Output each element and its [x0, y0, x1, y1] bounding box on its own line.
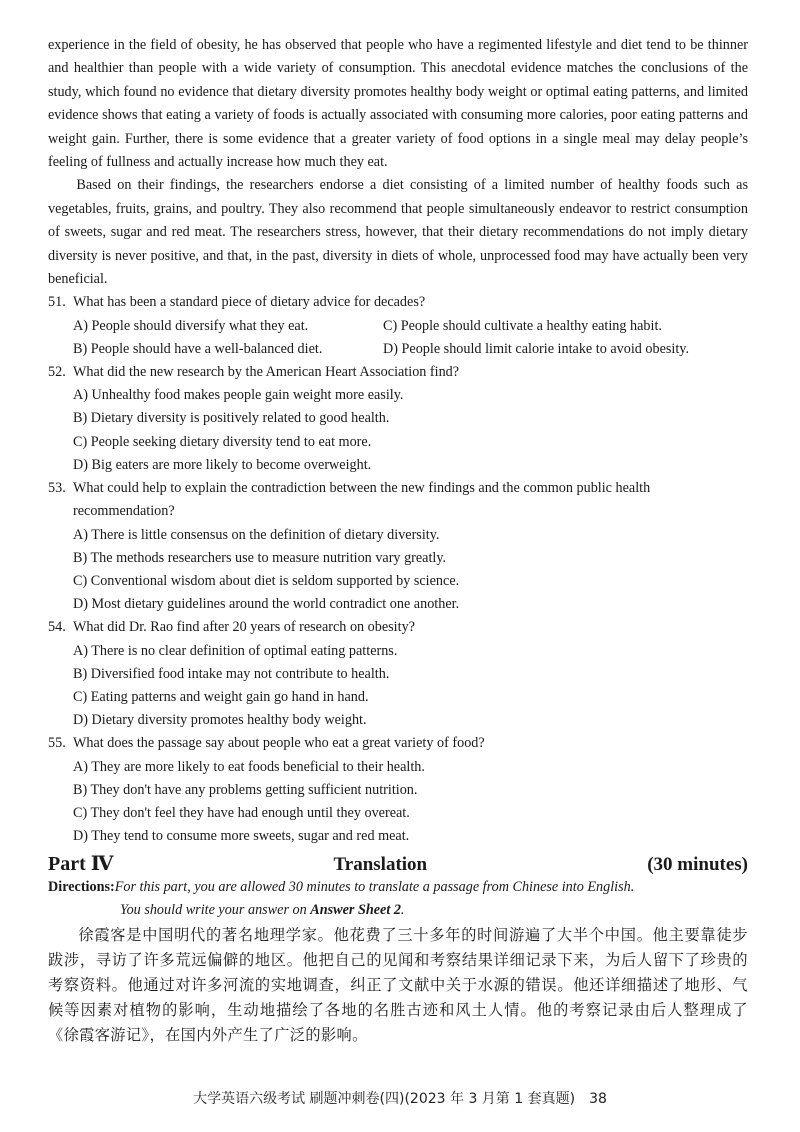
option-b: B) Diversified food intake may not contribute to health.: [73, 665, 390, 682]
question-number: 54.: [48, 619, 66, 636]
answer-sheet-label: Answer Sheet 2: [310, 901, 401, 918]
directions-text-2: You should write your answer on: [120, 901, 311, 918]
option-d: D) Most dietary guidelines around the world contradict one another.: [73, 596, 460, 613]
directions-text-1: For this part, you are allowed 30 minutes to translate a passage from Chinese into English.: [114, 879, 635, 896]
option-a: A) There is little consensus on the definition of dietary diversity.: [73, 526, 440, 543]
question-54: [48, 616, 748, 732]
question-stem: What does the passage say about people who eat a great variety of food?: [73, 735, 485, 752]
part-header: [48, 851, 748, 876]
option-c: C) People should cultivate a healthy eating habit.: [383, 317, 662, 334]
option-a: A) They are more likely to eat foods beneficial to their health.: [73, 758, 425, 775]
option-c: C) They don't feel they have had enough until they overeat.: [73, 804, 410, 821]
directions-label: Directions:: [48, 879, 115, 896]
option-b: B) People should have a well-balanced diet.: [73, 340, 323, 357]
footer-title: 大学英语六级考试 刷题冲刺卷(四)(2023 年 3 月第 1 套真题): [193, 1091, 576, 1107]
question-number: 55.: [48, 735, 66, 752]
option-d: D) They tend to consume more sweets, sugar and red meat.: [73, 828, 410, 845]
option-d: D) People should limit calorie intake to avoid obesity.: [383, 340, 690, 357]
option-c: C) People seeking dietary diversity tend to eat more.: [73, 433, 372, 450]
directions-period: .: [400, 901, 405, 918]
question-stem: What did Dr. Rao find after 20 years of research on obesity?: [73, 619, 415, 636]
part-label: Part Ⅳ: [48, 853, 114, 876]
option-b: B) The methods researchers use to measure nutrition vary greatly.: [73, 549, 447, 566]
question-number: 53.: [48, 480, 66, 497]
part-time: (30 minutes): [647, 854, 748, 876]
page-number: 38: [589, 1091, 607, 1107]
directions: [48, 876, 748, 921]
passage-paragraph-1: experience in the field of obesity, he has observed that people who have a regimented lifestyle and diet tend to be thinner and healthier than people with a wide variety of consumption. This anecdotal evidence matches the conclusions of the study, which found no evidence that dietary diversity promotes healthy body weight or optimal eating patterns, and limited evidence shows that eating a variety of foods is actually associated with consuming more calories, poor eating patterns and weight gain. Further, there is some evidence that a greater variety of food options in a single meal may delay people’s feeling of fullness and actually increase how much they eat.: [48, 37, 748, 171]
option-a: A) There is no clear definition of optimal eating patterns.: [73, 642, 398, 659]
question-number: 51.: [48, 294, 66, 311]
option-d: D) Dietary diversity promotes healthy body weight.: [73, 712, 367, 729]
passage-paragraph-2: Based on their findings, the researchers endorse a diet consisting of a limited number of healthy foods such as vegetables, fruits, grains, and poultry. They also recommend that people simultaneously endeavor to restrict consumption of sweets, sugar and red meat. The researchers stress, however, that their dietary recommendations do not imply dietary diversity is never positive, and that, in the past, diversity in diets of whole, unprocessed food may have actually been very beneficial.: [48, 177, 748, 288]
page-footer: [0, 1088, 800, 1108]
part-title: Translation: [333, 854, 428, 876]
question-stem: What has been a standard piece of dietary advice for decades?: [73, 294, 426, 311]
question-52: [48, 361, 748, 477]
question-stem: What could help to explain the contradiction between the new findings and the common public health recommendation?: [73, 480, 651, 520]
question-number: 52.: [48, 364, 66, 381]
question-51: [48, 291, 748, 361]
question-53: [48, 477, 748, 616]
chinese-passage: 徐霞客是中国明代的著名地理学家。他花费了三十多年的时间游遍了大半个中国。他主要靠徒步跋涉，寻访了许多荒远偏僻的地区。他把自己的见闻和考察结果详细记录下来，为后人留下了珍贵的考察资料。他通过对许多河流的实地调查，纠正了文献中关于水源的错误。他还详细描述了地形、气候等因素对植物的影响，生动地描绘了各地的名胜古迹和风土人情。他的考察记录由后人整理成了《徐霞客游记》，在国内外产生了广泛的影响。: [48, 926, 748, 1044]
option-d: D) Big eaters are more likely to become overweight.: [73, 456, 372, 473]
option-a: A) People should diversify what they eat.: [73, 317, 309, 334]
option-b: B) They don't have any problems getting sufficient nutrition.: [73, 781, 418, 798]
option-a: A) Unhealthy food makes people gain weight more easily.: [73, 387, 404, 404]
question-stem: What did the new research by the American Heart Association find?: [73, 364, 460, 381]
option-c: C) Conventional wisdom about diet is seldom supported by science.: [73, 572, 460, 589]
option-b: B) Dietary diversity is positively related to good health.: [73, 410, 390, 427]
option-c: C) Eating patterns and weight gain go hand in hand.: [73, 688, 369, 705]
exam-page: [48, 34, 748, 1047]
question-55: [48, 732, 748, 848]
